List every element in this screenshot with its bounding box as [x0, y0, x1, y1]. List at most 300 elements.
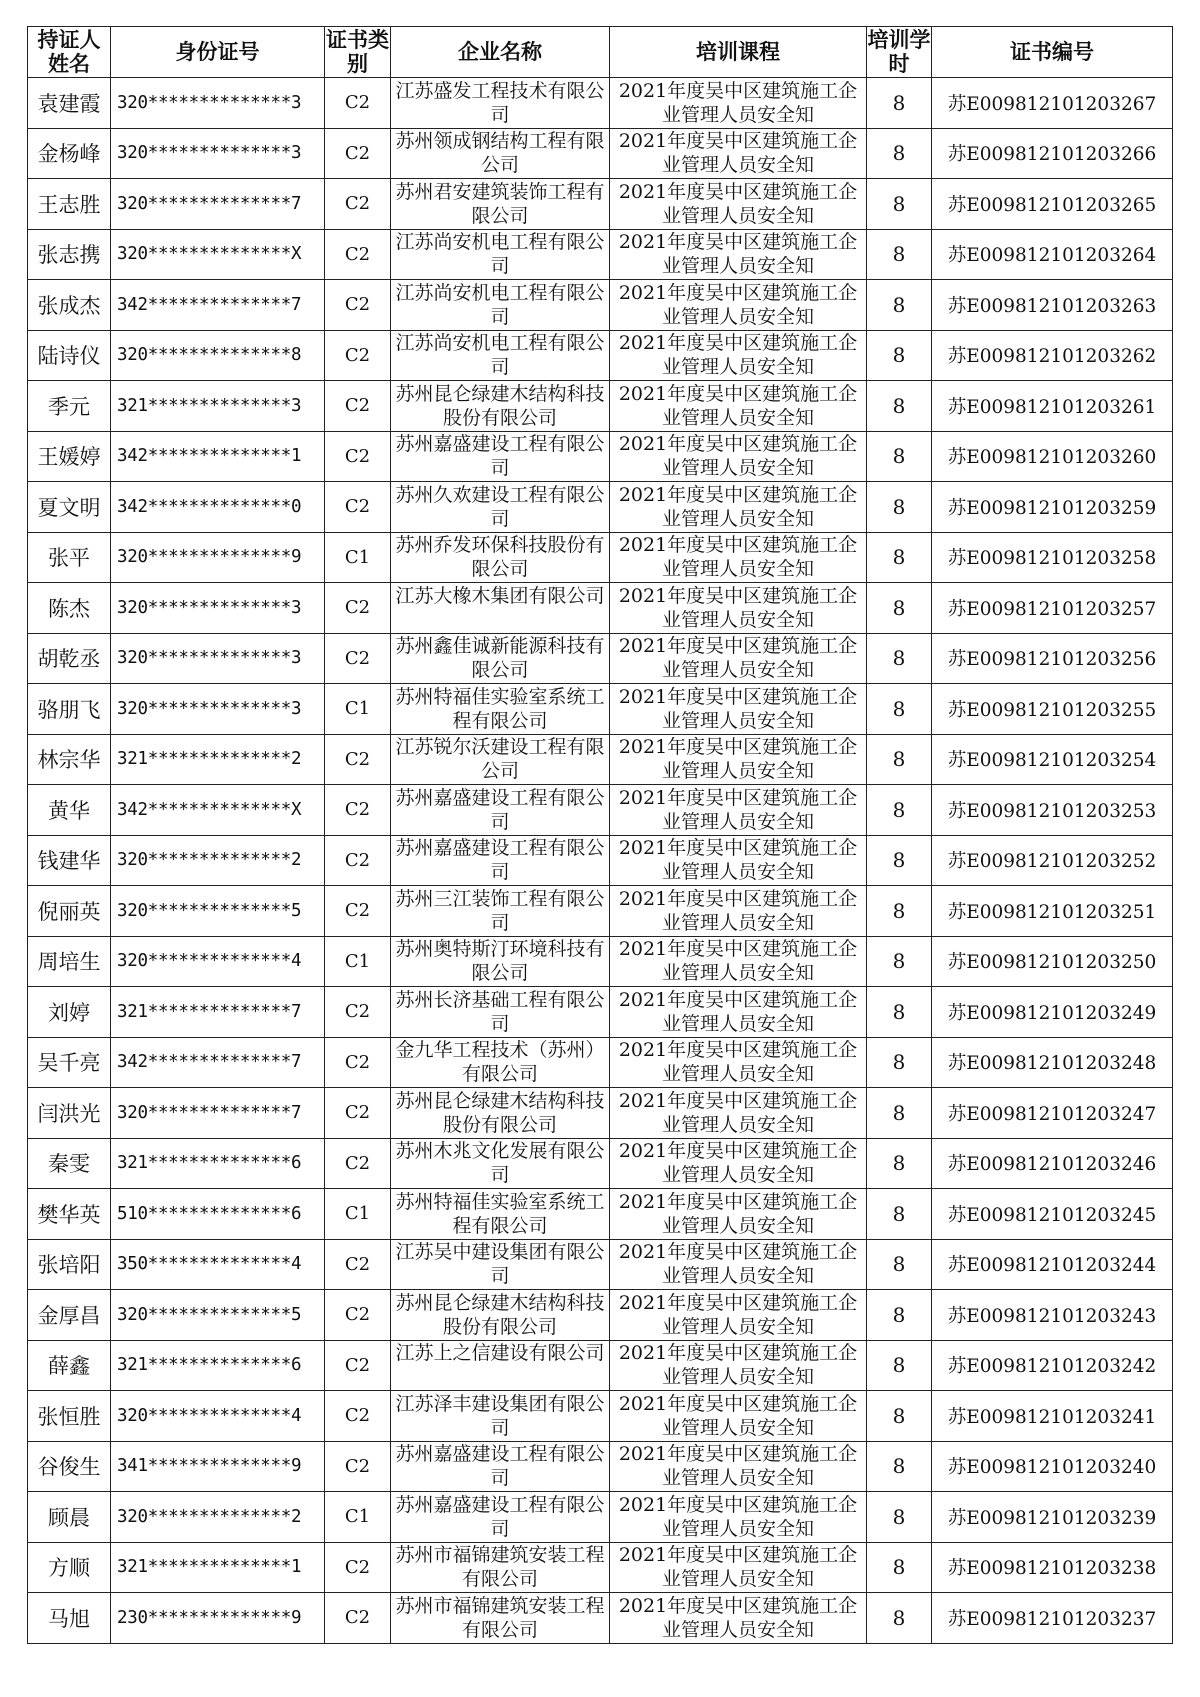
cert-number-cell: 苏E009812101203249	[932, 987, 1173, 1038]
course-cell-text: 2021年度吴中区建筑施工企业管理人员安全知	[618, 130, 858, 177]
hours-cell: 8	[867, 633, 932, 684]
id-number-cell: 341**************9	[111, 1441, 325, 1492]
course-cell	[610, 229, 867, 280]
course-cell	[610, 280, 867, 331]
category-cell: C2	[325, 381, 391, 432]
company-cell	[391, 684, 610, 735]
hours-cell: 8	[867, 1391, 932, 1442]
name-cell: 金厚昌	[28, 1290, 111, 1341]
company-cell	[391, 1391, 610, 1442]
company-cell	[391, 229, 610, 280]
id-number-cell: 320**************3	[111, 633, 325, 684]
company-cell-text: 苏州乔发环保科技股份有限公司	[395, 534, 605, 581]
table-row	[28, 78, 1173, 129]
company-cell	[391, 1037, 610, 1088]
company-cell	[391, 179, 610, 230]
hours-cell: 8	[867, 1290, 932, 1341]
hours-cell: 8	[867, 330, 932, 381]
category-cell: C2	[325, 482, 391, 533]
course-cell-text: 2021年度吴中区建筑施工企业管理人员安全知	[618, 1039, 858, 1086]
course-cell-text: 2021年度吴中区建筑施工企业管理人员安全知	[618, 433, 858, 480]
name-cell: 闫洪光	[28, 1088, 111, 1139]
category-cell: C2	[325, 1391, 391, 1442]
category-cell: C2	[325, 179, 391, 230]
company-cell	[391, 381, 610, 432]
table-row	[28, 1340, 1173, 1391]
company-cell	[391, 431, 610, 482]
category-cell: C2	[325, 987, 391, 1038]
company-cell	[391, 835, 610, 886]
table-row	[28, 583, 1173, 634]
course-cell-text: 2021年度吴中区建筑施工企业管理人员安全知	[618, 685, 858, 732]
name-cell: 金杨峰	[28, 128, 111, 179]
course-cell	[610, 583, 867, 634]
course-cell	[610, 1290, 867, 1341]
id-number-cell: 320**************2	[111, 835, 325, 886]
id-number-cell: 321**************3	[111, 381, 325, 432]
name-cell: 张成杰	[28, 280, 111, 331]
company-cell-text: 苏州三江装饰工程有限公司	[395, 887, 605, 934]
name-cell: 袁建霞	[28, 78, 111, 129]
course-cell	[610, 734, 867, 785]
cert-number-cell: 苏E009812101203252	[932, 835, 1173, 886]
category-cell: C2	[325, 431, 391, 482]
category-cell: C2	[325, 886, 391, 937]
category-cell: C2	[325, 785, 391, 836]
hours-cell: 8	[867, 835, 932, 886]
table-row	[28, 734, 1173, 785]
table-row	[28, 532, 1173, 583]
cert-number-cell: 苏E009812101203250	[932, 936, 1173, 987]
table-row	[28, 1189, 1173, 1240]
company-cell-text: 苏州昆仑绿建木结构科技股份有限公司	[395, 1089, 605, 1136]
course-cell-text: 2021年度吴中区建筑施工企业管理人员安全知	[618, 1392, 858, 1439]
course-cell	[610, 835, 867, 886]
company-cell-text: 苏州特福佳实验室系统工程有限公司	[395, 1190, 605, 1237]
id-number-cell: 320**************9	[111, 532, 325, 583]
course-cell	[610, 1138, 867, 1189]
category-cell: C1	[325, 1189, 391, 1240]
name-cell: 胡乾丞	[28, 633, 111, 684]
name-cell: 秦雯	[28, 1138, 111, 1189]
cert-number-cell: 苏E009812101203257	[932, 583, 1173, 634]
company-cell	[391, 128, 610, 179]
table-row	[28, 633, 1173, 684]
hours-cell: 8	[867, 1239, 932, 1290]
company-cell	[391, 532, 610, 583]
id-number-cell: 320**************3	[111, 128, 325, 179]
course-cell-text: 2021年度吴中区建筑施工企业管理人员安全知	[618, 887, 858, 934]
table-row	[28, 886, 1173, 937]
company-cell	[391, 633, 610, 684]
header-id: 身份证号	[111, 27, 325, 78]
course-cell	[610, 1391, 867, 1442]
table-row	[28, 280, 1173, 331]
cert-number-cell: 苏E009812101203253	[932, 785, 1173, 836]
hours-cell: 8	[867, 78, 932, 129]
hours-cell: 8	[867, 684, 932, 735]
id-number-cell: 510**************6	[111, 1189, 325, 1240]
name-cell: 王媛婷	[28, 431, 111, 482]
table-row	[28, 1542, 1173, 1593]
company-cell-text: 苏州昆仑绿建木结构科技股份有限公司	[395, 1291, 605, 1338]
course-cell	[610, 684, 867, 735]
table-row	[28, 835, 1173, 886]
company-cell-text: 苏州木兆文化发展有限公司	[395, 1140, 605, 1187]
header-category: 证书类别	[326, 27, 389, 76]
company-cell	[391, 987, 610, 1038]
company-cell-text: 苏州嘉盛建设工程有限公司	[395, 1443, 605, 1490]
header-row	[28, 27, 1173, 78]
course-cell	[610, 482, 867, 533]
name-cell: 顾晨	[28, 1492, 111, 1543]
table-row	[28, 482, 1173, 533]
id-number-cell: 342**************0	[111, 482, 325, 533]
course-cell-text: 2021年度吴中区建筑施工企业管理人员安全知	[618, 837, 858, 884]
company-cell	[391, 1492, 610, 1543]
company-cell-text: 金九华工程技术（苏州）有限公司	[395, 1039, 605, 1086]
course-cell-text: 2021年度吴中区建筑施工企业管理人员安全知	[618, 786, 858, 833]
table-row	[28, 179, 1173, 230]
category-cell: C2	[325, 280, 391, 331]
id-number-cell: 320**************7	[111, 1088, 325, 1139]
cert-number-cell: 苏E009812101203262	[932, 330, 1173, 381]
name-cell: 骆朋飞	[28, 684, 111, 735]
category-cell: C2	[325, 229, 391, 280]
cert-number-cell: 苏E009812101203239	[932, 1492, 1173, 1543]
company-cell	[391, 1441, 610, 1492]
category-cell: C2	[325, 1290, 391, 1341]
name-cell: 陈杰	[28, 583, 111, 634]
company-cell	[391, 886, 610, 937]
id-number-cell: 321**************6	[111, 1340, 325, 1391]
hours-cell: 8	[867, 532, 932, 583]
category-cell: C2	[325, 1542, 391, 1593]
course-cell-text: 2021年度吴中区建筑施工企业管理人员安全知	[618, 1493, 858, 1540]
course-cell-text: 2021年度吴中区建筑施工企业管理人员安全知	[618, 281, 858, 328]
id-number-cell: 320**************5	[111, 886, 325, 937]
course-cell	[610, 330, 867, 381]
header-hours: 培训学时	[867, 27, 931, 76]
hours-cell: 8	[867, 179, 932, 230]
table-row	[28, 1037, 1173, 1088]
name-cell: 刘婷	[28, 987, 111, 1038]
table-row	[28, 936, 1173, 987]
hours-cell: 8	[867, 431, 932, 482]
course-cell-text: 2021年度吴中区建筑施工企业管理人员安全知	[618, 938, 858, 985]
course-cell	[610, 532, 867, 583]
name-cell: 黄华	[28, 785, 111, 836]
category-cell: C2	[325, 835, 391, 886]
cert-number-cell: 苏E009812101203260	[932, 431, 1173, 482]
id-number-cell: 320**************3	[111, 78, 325, 129]
id-number-cell: 342**************1	[111, 431, 325, 482]
name-cell: 夏文明	[28, 482, 111, 533]
course-cell-text: 2021年度吴中区建筑施工企业管理人员安全知	[618, 1544, 858, 1591]
company-cell-text: 苏州君安建筑装饰工程有限公司	[395, 180, 605, 227]
name-cell: 陆诗仪	[28, 330, 111, 381]
company-cell-text: 苏州嘉盛建设工程有限公司	[395, 1493, 605, 1540]
company-cell	[391, 785, 610, 836]
company-cell-text: 江苏吴中建设集团有限公司	[395, 1241, 605, 1288]
cert-number-cell: 苏E009812101203242	[932, 1340, 1173, 1391]
category-cell: C2	[325, 1340, 391, 1391]
company-cell-text: 苏州领成钢结构工程有限公司	[395, 130, 605, 177]
company-cell-text: 苏州特福佳实验室系统工程有限公司	[395, 685, 605, 732]
hours-cell: 8	[867, 1037, 932, 1088]
course-cell	[610, 1542, 867, 1593]
cert-number-cell: 苏E009812101203248	[932, 1037, 1173, 1088]
name-cell: 张恒胜	[28, 1391, 111, 1442]
cert-number-cell: 苏E009812101203247	[932, 1088, 1173, 1139]
cert-number-cell: 苏E009812101203245	[932, 1189, 1173, 1240]
category-cell: C2	[325, 1088, 391, 1139]
company-cell	[391, 1290, 610, 1341]
company-cell-text: 苏州嘉盛建设工程有限公司	[395, 433, 605, 480]
company-cell-text: 江苏盛发工程技术有限公司	[395, 79, 605, 126]
header-name: 持证人姓名	[28, 27, 111, 78]
company-cell	[391, 936, 610, 987]
id-number-cell: 320**************4	[111, 1391, 325, 1442]
course-cell-text: 2021年度吴中区建筑施工企业管理人员安全知	[618, 1443, 858, 1490]
cert-number-cell: 苏E009812101203254	[932, 734, 1173, 785]
course-cell	[610, 936, 867, 987]
id-number-cell: 321**************7	[111, 987, 325, 1038]
course-cell	[610, 785, 867, 836]
hours-cell: 8	[867, 280, 932, 331]
company-cell-text: 江苏上之信建设有限公司	[395, 1342, 605, 1365]
name-cell: 方顺	[28, 1542, 111, 1593]
cert-number-cell: 苏E009812101203259	[932, 482, 1173, 533]
cert-number-cell: 苏E009812101203265	[932, 179, 1173, 230]
name-cell: 钱建华	[28, 835, 111, 886]
category-cell: C2	[325, 1138, 391, 1189]
id-number-cell: 230**************9	[111, 1593, 325, 1644]
course-cell	[610, 1492, 867, 1543]
table-row	[28, 1441, 1173, 1492]
course-cell	[610, 633, 867, 684]
name-cell: 林宗华	[28, 734, 111, 785]
id-number-cell: 320**************4	[111, 936, 325, 987]
category-cell: C2	[325, 1239, 391, 1290]
table-row	[28, 128, 1173, 179]
company-cell-text: 苏州鑫佳诚新能源科技有限公司	[395, 635, 605, 682]
table-row	[28, 1391, 1173, 1442]
id-number-cell: 342**************7	[111, 1037, 325, 1088]
company-cell-text: 苏州昆仑绿建木结构科技股份有限公司	[395, 382, 605, 429]
header-course: 培训课程	[610, 27, 867, 78]
table-row	[28, 785, 1173, 836]
table-row	[28, 330, 1173, 381]
course-cell-text: 2021年度吴中区建筑施工企业管理人员安全知	[618, 1291, 858, 1338]
category-cell: C2	[325, 734, 391, 785]
category-cell: C1	[325, 1492, 391, 1543]
cert-number-cell: 苏E009812101203246	[932, 1138, 1173, 1189]
course-cell	[610, 381, 867, 432]
course-cell-text: 2021年度吴中区建筑施工企业管理人员安全知	[618, 1190, 858, 1237]
course-cell-text: 2021年度吴中区建筑施工企业管理人员安全知	[618, 736, 858, 783]
company-cell	[391, 1239, 610, 1290]
hours-cell: 8	[867, 987, 932, 1038]
id-number-cell: 320**************X	[111, 229, 325, 280]
course-cell	[610, 1037, 867, 1088]
hours-cell: 8	[867, 785, 932, 836]
category-cell: C2	[325, 1037, 391, 1088]
company-cell	[391, 1088, 610, 1139]
name-cell: 樊华英	[28, 1189, 111, 1240]
company-cell	[391, 78, 610, 129]
category-cell: C2	[325, 1593, 391, 1644]
id-number-cell: 320**************3	[111, 684, 325, 735]
company-cell-text: 江苏尚安机电工程有限公司	[395, 231, 605, 278]
id-number-cell: 320**************3	[111, 583, 325, 634]
course-cell-text: 2021年度吴中区建筑施工企业管理人员安全知	[618, 483, 858, 530]
cert-number-cell: 苏E009812101203244	[932, 1239, 1173, 1290]
course-cell-text: 2021年度吴中区建筑施工企业管理人员安全知	[618, 1089, 858, 1136]
hours-cell: 8	[867, 381, 932, 432]
company-cell	[391, 1340, 610, 1391]
category-cell: C1	[325, 684, 391, 735]
id-number-cell: 320**************2	[111, 1492, 325, 1543]
category-cell: C2	[325, 330, 391, 381]
course-cell-text: 2021年度吴中区建筑施工企业管理人员安全知	[618, 79, 858, 126]
company-cell	[391, 330, 610, 381]
id-number-cell: 320**************8	[111, 330, 325, 381]
company-cell	[391, 1593, 610, 1644]
hours-cell: 8	[867, 734, 932, 785]
cert-number-cell: 苏E009812101203241	[932, 1391, 1173, 1442]
hours-cell: 8	[867, 886, 932, 937]
course-cell-text: 2021年度吴中区建筑施工企业管理人员安全知	[618, 1241, 858, 1288]
hours-cell: 8	[867, 482, 932, 533]
name-cell: 谷俊生	[28, 1441, 111, 1492]
table-row	[28, 987, 1173, 1038]
id-number-cell: 320**************7	[111, 179, 325, 230]
course-cell-text: 2021年度吴中区建筑施工企业管理人员安全知	[618, 534, 858, 581]
cert-number-cell: 苏E009812101203238	[932, 1542, 1173, 1593]
name-cell: 张平	[28, 532, 111, 583]
course-cell-text: 2021年度吴中区建筑施工企业管理人员安全知	[618, 382, 858, 429]
course-cell	[610, 1239, 867, 1290]
table-row	[28, 1239, 1173, 1290]
id-number-cell: 321**************1	[111, 1542, 325, 1593]
table-row	[28, 1290, 1173, 1341]
company-cell	[391, 482, 610, 533]
company-cell-text: 江苏尚安机电工程有限公司	[395, 332, 605, 379]
company-cell-text: 江苏大橡木集团有限公司	[395, 584, 605, 607]
category-cell: C2	[325, 78, 391, 129]
certificate-table	[27, 26, 1173, 1644]
id-number-cell: 350**************4	[111, 1239, 325, 1290]
hours-cell: 8	[867, 936, 932, 987]
cert-number-cell: 苏E009812101203255	[932, 684, 1173, 735]
name-cell: 张志携	[28, 229, 111, 280]
id-number-cell: 321**************2	[111, 734, 325, 785]
course-cell	[610, 1189, 867, 1240]
company-cell-text: 苏州久欢建设工程有限公司	[395, 483, 605, 530]
company-cell	[391, 583, 610, 634]
name-cell: 季元	[28, 381, 111, 432]
table-row	[28, 381, 1173, 432]
category-cell: C2	[325, 583, 391, 634]
table-row	[28, 1492, 1173, 1543]
company-cell-text: 苏州市福锦建筑安装工程有限公司	[395, 1544, 605, 1591]
cert-number-cell: 苏E009812101203237	[932, 1593, 1173, 1644]
header-cert-number: 证书编号	[932, 27, 1173, 78]
course-cell	[610, 431, 867, 482]
course-cell-text: 2021年度吴中区建筑施工企业管理人员安全知	[618, 332, 858, 379]
category-cell: C2	[325, 1441, 391, 1492]
hours-cell: 8	[867, 1189, 932, 1240]
cert-number-cell: 苏E009812101203240	[932, 1441, 1173, 1492]
category-cell: C1	[325, 936, 391, 987]
hours-cell: 8	[867, 1593, 932, 1644]
course-cell	[610, 987, 867, 1038]
table-row	[28, 431, 1173, 482]
name-cell: 薛鑫	[28, 1340, 111, 1391]
company-cell-text: 苏州奥特斯汀环境科技有限公司	[395, 938, 605, 985]
id-number-cell: 321**************6	[111, 1138, 325, 1189]
cert-number-cell: 苏E009812101203263	[932, 280, 1173, 331]
hours-cell: 8	[867, 583, 932, 634]
category-cell: C2	[325, 633, 391, 684]
hours-cell: 8	[867, 1340, 932, 1391]
hours-cell: 8	[867, 1138, 932, 1189]
course-cell-text: 2021年度吴中区建筑施工企业管理人员安全知	[618, 988, 858, 1035]
id-number-cell: 342**************X	[111, 785, 325, 836]
course-cell	[610, 179, 867, 230]
company-cell	[391, 1138, 610, 1189]
company-cell-text: 苏州市福锦建筑安装工程有限公司	[395, 1594, 605, 1641]
course-cell-text: 2021年度吴中区建筑施工企业管理人员安全知	[618, 1140, 858, 1187]
course-cell	[610, 78, 867, 129]
name-cell: 王志胜	[28, 179, 111, 230]
table-row	[28, 1593, 1173, 1644]
course-cell	[610, 886, 867, 937]
name-cell: 马旭	[28, 1593, 111, 1644]
company-cell-text: 苏州长济基础工程有限公司	[395, 988, 605, 1035]
id-number-cell: 320**************5	[111, 1290, 325, 1341]
id-number-cell: 342**************7	[111, 280, 325, 331]
course-cell	[610, 1340, 867, 1391]
course-cell-text: 2021年度吴中区建筑施工企业管理人员安全知	[618, 1594, 858, 1641]
hours-cell: 8	[867, 229, 932, 280]
course-cell-text: 2021年度吴中区建筑施工企业管理人员安全知	[618, 1342, 858, 1389]
company-cell	[391, 1189, 610, 1240]
company-cell	[391, 1542, 610, 1593]
table-row	[28, 1088, 1173, 1139]
company-cell	[391, 734, 610, 785]
course-cell-text: 2021年度吴中区建筑施工企业管理人员安全知	[618, 635, 858, 682]
header-company: 企业名称	[391, 27, 610, 78]
name-cell: 张培阳	[28, 1239, 111, 1290]
hours-cell: 8	[867, 1542, 932, 1593]
hours-cell: 8	[867, 128, 932, 179]
name-cell: 吴千亮	[28, 1037, 111, 1088]
company-cell	[391, 280, 610, 331]
cert-number-cell: 苏E009812101203266	[932, 128, 1173, 179]
hours-cell: 8	[867, 1492, 932, 1543]
company-cell-text: 江苏泽丰建设集团有限公司	[395, 1392, 605, 1439]
cert-number-cell: 苏E009812101203258	[932, 532, 1173, 583]
category-cell: C2	[325, 128, 391, 179]
category-cell: C1	[325, 532, 391, 583]
cert-number-cell: 苏E009812101203267	[932, 78, 1173, 129]
table-row	[28, 229, 1173, 280]
company-cell-text: 苏州嘉盛建设工程有限公司	[395, 837, 605, 884]
hours-cell: 8	[867, 1441, 932, 1492]
company-cell-text: 江苏锐尔沃建设工程有限公司	[395, 736, 605, 783]
